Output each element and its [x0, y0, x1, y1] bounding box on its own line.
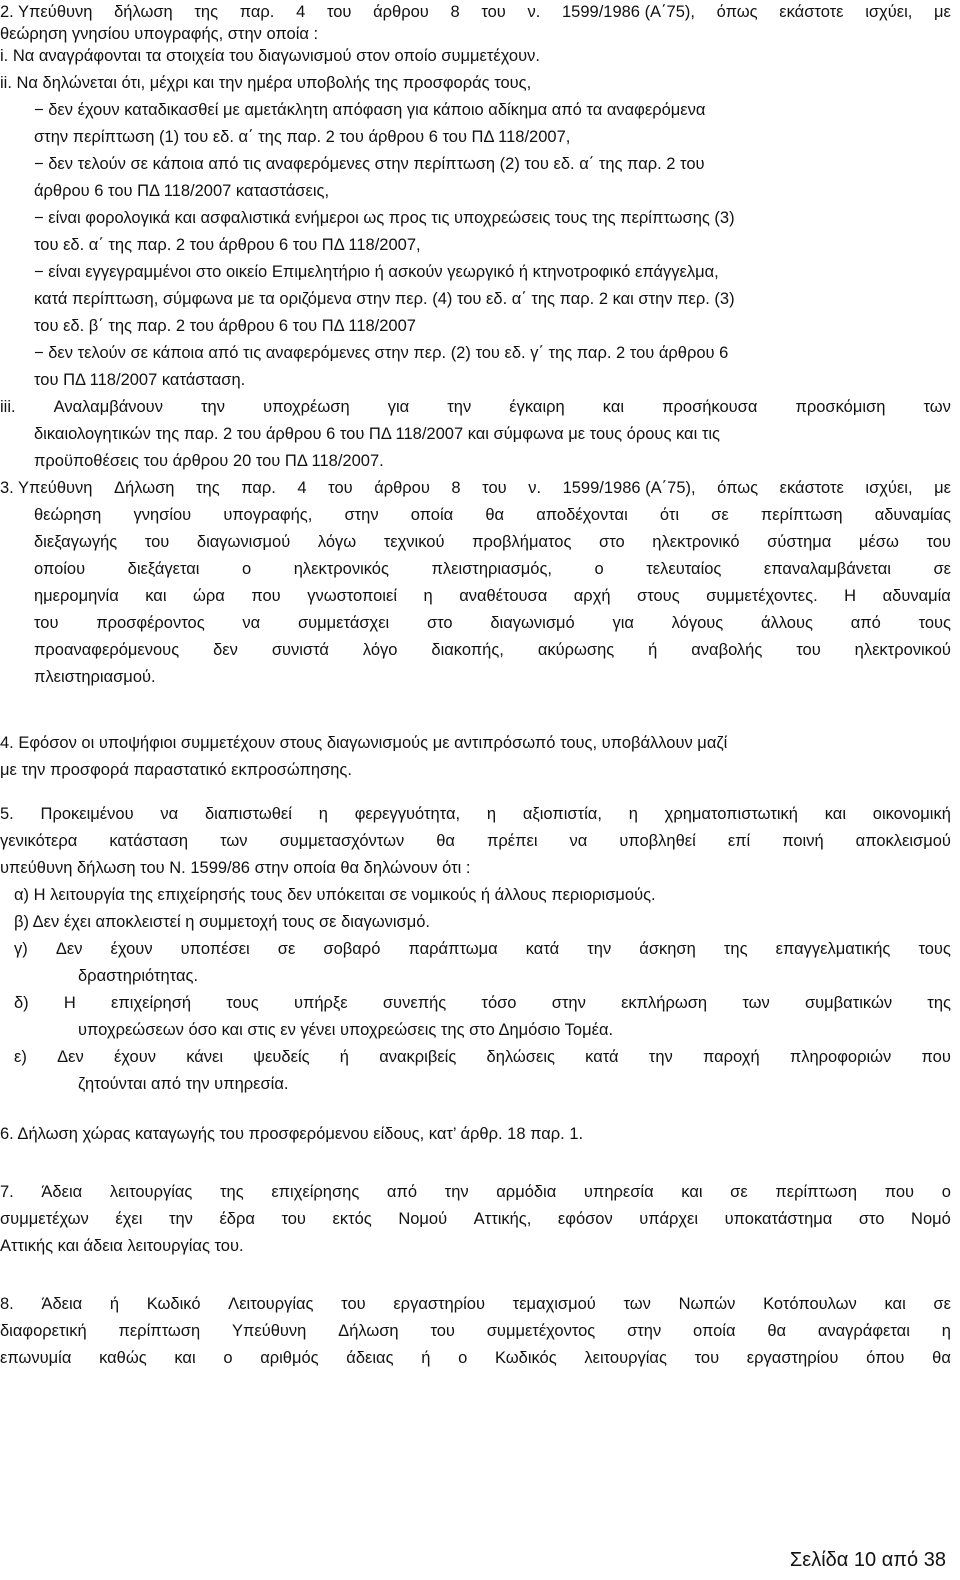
- line-word: πρέπει: [486, 832, 538, 850]
- line-word: έδρα: [219, 1210, 255, 1228]
- line-word: στην: [627, 1322, 662, 1340]
- line-word: θεώρηση: [34, 506, 102, 524]
- line-word: στην: [551, 994, 586, 1012]
- document-line: ζητούνται από την υπηρεσία.: [78, 1075, 289, 1093]
- line-word: τους: [226, 994, 259, 1012]
- line-word: επαγγελματικής: [775, 940, 891, 958]
- document-line: άρθρου 6 του ΠΔ 118/2007 καταστάσεις,: [34, 182, 330, 200]
- line-word: αδυναμίας: [874, 506, 951, 524]
- line-word: ότι: [659, 506, 680, 524]
- line-word: προβλήματος: [472, 533, 572, 551]
- line-word: αναγράφεται: [817, 1322, 910, 1340]
- line-word: σε: [933, 1295, 951, 1313]
- line-word: έχουν: [110, 940, 153, 958]
- line-word: και: [824, 805, 846, 823]
- line-word: καθώς: [99, 1349, 147, 1367]
- line-word: 2. Υπεύθυνη: [0, 3, 93, 21]
- line-word: παροχή: [702, 1048, 760, 1066]
- line-word: λειτουργίας: [109, 1183, 193, 1201]
- line-word: που: [921, 1048, 951, 1066]
- line-word: σοβαρό: [323, 940, 381, 958]
- line-word: να: [569, 832, 588, 850]
- line-word: ψευδείς: [253, 1048, 310, 1066]
- line-word: του: [694, 1349, 720, 1367]
- line-word: Άδεια: [41, 1183, 83, 1201]
- line-word: ανακριβείς: [379, 1048, 457, 1066]
- line-word: ο: [242, 560, 252, 578]
- line-word: την: [201, 398, 225, 416]
- document-line: [34, 638, 951, 662]
- line-word: 1599/1986 (Α΄75),: [561, 3, 695, 21]
- line-word: υπογραφής,: [223, 506, 313, 524]
- line-word: επωνυμία: [0, 1349, 72, 1367]
- line-word: 7.: [0, 1183, 14, 1201]
- document-line: β) Δεν έχει αποκλειστεί η συμμετοχή τους σε διαγωνισμό.: [14, 913, 430, 931]
- line-word: γνησίου: [133, 506, 192, 524]
- document-line: [0, 1346, 951, 1370]
- line-word: ώρα: [193, 587, 225, 605]
- line-word: επιχείρησης: [271, 1183, 360, 1201]
- line-word: τεμαχισμού: [512, 1295, 596, 1313]
- line-word: την: [168, 1210, 193, 1228]
- line-word: υποπέσει: [180, 940, 250, 958]
- line-word: σε: [711, 506, 729, 524]
- line-word: παράπτωμα: [408, 940, 498, 958]
- line-word: της: [220, 1183, 244, 1201]
- line-word: ή: [421, 1349, 431, 1367]
- line-word: με: [934, 479, 951, 497]
- line-word: Λειτουργίας: [228, 1295, 314, 1313]
- line-word: Νομού: [398, 1210, 448, 1228]
- line-word: των: [623, 1295, 651, 1313]
- line-word: η: [423, 587, 433, 605]
- line-word: των: [742, 994, 770, 1012]
- line-word: κατά: [585, 1048, 619, 1066]
- line-word: υποκατάστημα: [724, 1210, 833, 1228]
- line-word: την: [587, 940, 612, 958]
- line-word: 8: [451, 479, 461, 497]
- line-word: οποίου: [34, 560, 86, 578]
- line-word: οποία: [410, 506, 454, 524]
- line-word: σε: [277, 940, 296, 958]
- line-word: του: [341, 1295, 366, 1313]
- line-word: να: [242, 614, 261, 632]
- line-word: αδυναμία: [882, 587, 951, 605]
- line-word: της: [927, 994, 951, 1012]
- line-word: της: [196, 479, 220, 497]
- line-word: συμμετέχοντες.: [706, 587, 818, 605]
- document-line: [0, 829, 951, 853]
- line-word: γνωστοποιεί: [307, 587, 397, 605]
- line-word: 4: [296, 3, 306, 21]
- line-word: δεν: [213, 641, 238, 659]
- line-word: Η: [844, 587, 857, 605]
- document-line: του εδ. β΄ της παρ. 2 του άρθρου 6 του ΠΔ 118/2007: [34, 317, 416, 335]
- line-word: του: [926, 533, 951, 551]
- line-word: των: [923, 398, 951, 416]
- line-word: της: [194, 3, 219, 21]
- line-word: του: [481, 3, 506, 21]
- line-word: υποβληθεί: [619, 832, 696, 850]
- document-line: − δεν έχουν καταδικασθεί με αμετάκλητη απόφαση για κάποιο αδίκημα από τα αναφερόμενα: [34, 101, 706, 119]
- line-word: όπως: [717, 479, 759, 497]
- line-word: διαγωνισμού: [196, 533, 291, 551]
- document-line: [14, 991, 951, 1015]
- page-number-footer: Σελίδα 10 από 38: [789, 1549, 946, 1571]
- line-word: συμμετάσχει: [297, 614, 390, 632]
- line-word: Νομό: [911, 1210, 951, 1228]
- line-word: εκάστοτε: [779, 3, 844, 21]
- document-line: 4. Εφόσον οι υποψήφιοι συμμετέχουν στους διαγωνισμούς με αντιπρόσωπό τους, υποβάλλουν μαζί: [0, 734, 728, 752]
- line-word: στο: [858, 1210, 885, 1228]
- line-word: και: [174, 1349, 196, 1367]
- line-word: άλλους: [761, 614, 813, 632]
- line-word: έγκαιρη: [509, 398, 565, 416]
- document-line: [0, 476, 951, 500]
- line-word: Αττικής,: [473, 1210, 532, 1228]
- line-word: όπου: [866, 1349, 905, 1367]
- line-word: εργαστηρίου: [393, 1295, 485, 1313]
- line-word: προσήκουσα: [662, 398, 758, 416]
- line-word: ισχύει,: [865, 479, 913, 497]
- line-word: σε: [730, 1183, 748, 1201]
- line-word: να: [160, 805, 179, 823]
- line-word: παρ.: [241, 479, 276, 497]
- document-line: [0, 1180, 951, 1204]
- line-word: επιχείρησή: [111, 994, 192, 1012]
- document-line: i. Να αναγράφονται τα στοιχεία του διαγωνισμού στον οποίο συμμετέχουν.: [0, 47, 540, 65]
- line-word: ποινή: [782, 832, 824, 850]
- line-word: οικονομική: [872, 805, 951, 823]
- line-word: υποχρέωση: [263, 398, 350, 416]
- line-word: προσκόμιση: [795, 398, 886, 416]
- line-word: θα: [932, 1349, 951, 1367]
- line-word: κατά: [525, 940, 560, 958]
- line-word: και: [681, 1183, 703, 1201]
- document-line: του ΠΔ 118/2007 κατάσταση.: [34, 371, 246, 389]
- document-line: Αττικής και άδεια λειτουργίας του.: [0, 1237, 244, 1255]
- line-word: η: [486, 805, 497, 823]
- line-word: 1599/1986 (Α΄75),: [562, 479, 696, 497]
- line-word: του: [482, 479, 507, 497]
- line-word: που: [884, 1183, 915, 1201]
- line-word: iii.: [0, 398, 16, 416]
- line-word: ν.: [527, 3, 541, 21]
- line-word: ο: [223, 1349, 233, 1367]
- line-word: περίπτωση: [775, 1183, 858, 1201]
- document-line: πλειστηριασμού.: [34, 668, 156, 686]
- line-word: κατάσταση: [109, 832, 189, 850]
- document-line: [14, 937, 951, 961]
- document-line: [14, 1045, 951, 1069]
- line-word: φερεγγυότητα,: [354, 805, 461, 823]
- document-line: [0, 802, 951, 826]
- line-word: θα: [436, 832, 455, 850]
- line-word: Υπεύθυνη: [231, 1322, 307, 1340]
- line-word: η: [318, 805, 328, 823]
- line-word: ε): [14, 1048, 27, 1066]
- line-word: η: [628, 805, 638, 823]
- line-word: ο: [941, 1183, 951, 1201]
- document-line: [34, 530, 951, 554]
- line-word: του: [144, 533, 170, 551]
- line-word: άδειας: [346, 1349, 394, 1367]
- line-word: λόγο: [362, 641, 398, 659]
- line-word: τόσο: [481, 994, 517, 1012]
- line-word: κάνει: [186, 1048, 224, 1066]
- line-word: πλειστηριασμός,: [431, 560, 552, 578]
- line-word: υπηρεσία: [583, 1183, 654, 1201]
- line-word: ισχύει,: [865, 3, 913, 21]
- line-word: που: [251, 587, 281, 605]
- document-line: υπεύθυνη δήλωση του Ν. 1599/86 στην οποία θα δηλώνουν ότι :: [0, 859, 471, 877]
- line-word: αποκλεισμού: [855, 832, 951, 850]
- line-word: συμμετέχοντος: [486, 1322, 596, 1340]
- line-word: διεξαγωγής: [34, 533, 118, 551]
- line-word: ηλεκτρονικού: [854, 641, 951, 659]
- line-word: την: [444, 1183, 469, 1201]
- line-word: τους: [918, 940, 951, 958]
- document-line: [34, 584, 951, 608]
- line-word: του: [430, 1322, 455, 1340]
- line-word: ο: [594, 560, 604, 578]
- line-word: εκτός: [332, 1210, 372, 1228]
- line-word: λόγους: [671, 614, 724, 632]
- line-word: θα: [767, 1322, 787, 1340]
- line-word: υπάρχει: [639, 1210, 699, 1228]
- document-line: α) Η λειτουργία της επιχείρησής τους δεν υπόκειται σε νομικούς ή άλλους περιορισμούς.: [14, 886, 656, 904]
- line-word: Δεν: [55, 940, 83, 958]
- line-word: 4: [297, 479, 307, 497]
- line-word: του: [326, 3, 352, 21]
- document-line: [0, 1292, 951, 1316]
- line-word: άρθρου: [373, 3, 429, 21]
- line-word: δ): [14, 994, 29, 1012]
- line-word: δηλώσεις: [486, 1048, 555, 1066]
- line-word: Η: [63, 994, 76, 1012]
- line-word: επαναλαμβάνεται: [763, 560, 891, 578]
- line-word: αναβολής: [691, 641, 763, 659]
- line-word: στην: [344, 506, 379, 524]
- line-word: αρμόδια: [496, 1183, 557, 1201]
- line-word: τελευταίος: [646, 560, 722, 578]
- line-word: μέσω: [858, 533, 899, 551]
- document-line: δραστηριότητας.: [78, 967, 199, 985]
- document-line: θεώρηση γνησίου υπογραφής, στην οποία :: [0, 25, 319, 43]
- line-word: και: [884, 1295, 906, 1313]
- line-word: προσφέροντος: [96, 614, 205, 632]
- line-word: για: [387, 398, 410, 416]
- line-word: περίπτωση: [118, 1322, 201, 1340]
- line-word: ηλεκτρονικό: [652, 533, 740, 551]
- line-word: Δεν: [57, 1048, 84, 1066]
- line-word: αριθμός: [260, 1349, 319, 1367]
- line-word: σύστημα: [767, 533, 832, 551]
- document-line: κατά περίπτωση, σύμφωνα με τα οριζόμενα στην περ. (4) του εδ. α΄ της παρ. 2 και στην περ. (3): [34, 290, 735, 308]
- line-word: των: [220, 832, 248, 850]
- line-word: γ): [14, 940, 28, 958]
- document-line: προϋποθέσεις του άρθρου 20 του ΠΔ 118/2007.: [34, 452, 384, 470]
- line-word: συμμετέχων: [0, 1210, 89, 1228]
- line-word: ή: [339, 1048, 349, 1066]
- line-word: ή: [648, 641, 658, 659]
- line-word: αρχή: [573, 587, 611, 605]
- line-word: διακοπής,: [431, 641, 504, 659]
- document-line: δικαιολογητικών της παρ. 2 του άρθρου 6 του ΠΔ 118/2007 και σύμφωνα με τους όρους και τις: [34, 425, 720, 443]
- line-word: Κωδικό: [146, 1295, 201, 1313]
- document-line: − δεν τελούν σε κάποια από τις αναφερόμενες στην περ. (2) του εδ. γ΄ της παρ. 2 του άρθρου 6: [34, 344, 729, 362]
- document-line: [0, 1207, 951, 1231]
- line-word: 5.: [0, 805, 14, 823]
- line-word: υπήρξε: [293, 994, 348, 1012]
- line-word: σε: [933, 560, 951, 578]
- document-line: [34, 611, 951, 635]
- line-word: στο: [599, 533, 625, 551]
- document-line: [0, 395, 951, 419]
- line-word: ακύρωσης: [537, 641, 615, 659]
- line-word: Άδεια: [41, 1295, 83, 1313]
- line-word: έχει: [115, 1210, 143, 1228]
- line-word: την: [648, 1048, 673, 1066]
- line-word: 8: [450, 3, 460, 21]
- line-word: Νωπών: [678, 1295, 736, 1313]
- document-line: [34, 503, 951, 527]
- line-word: άσκηση: [639, 940, 696, 958]
- document-line: υποχρεώσεων όσο και στις εν γένει υποχρεώσεις της στο Δημόσιο Τομέα.: [78, 1021, 614, 1039]
- line-word: ή: [109, 1295, 120, 1313]
- document-line: − είναι φορολογικά και ασφαλιστικά ενήμεροι ως προς τις υποχρεώσεις τους της περίπτωσης (3): [34, 209, 735, 227]
- line-word: η: [941, 1322, 951, 1340]
- line-word: ο: [458, 1349, 468, 1367]
- document-line: − είναι εγγεγραμμένοι στο οικείο Επιμελητήριο ή ασκούν γεωργικό ή κτηνοτροφικό επάγγελμα,: [34, 263, 719, 281]
- line-word: στους: [637, 587, 680, 605]
- line-word: 3. Υπεύθυνη: [0, 479, 93, 497]
- line-word: διαπιστωθεί: [204, 805, 292, 823]
- line-word: Κοτόπουλων: [763, 1295, 857, 1313]
- line-word: θα: [485, 506, 505, 524]
- document-line: με την προσφορά παραστατικό εκπροσώπησης.: [0, 761, 352, 779]
- line-word: εκάστοτε: [779, 479, 844, 497]
- line-word: Προκειμένου: [40, 805, 134, 823]
- line-word: Δήλωση: [338, 1322, 399, 1340]
- line-word: συνιστά: [271, 641, 329, 659]
- line-word: στο: [426, 614, 453, 632]
- document-line: στην περίπτωση (1) του εδ. α΄ της παρ. 2 του άρθρου 6 του ΠΔ 118/2007,: [34, 128, 571, 146]
- line-word: ν.: [528, 479, 542, 497]
- line-word: από: [386, 1183, 418, 1201]
- line-word: τους: [918, 614, 951, 632]
- document-line: ii. Να δηλώνεται ότι, μέχρι και την ημέρα υποβολής της προσφοράς τους,: [0, 74, 532, 92]
- line-word: δήλωση: [114, 3, 173, 21]
- line-word: Κωδικός: [494, 1349, 557, 1367]
- line-word: από: [850, 614, 881, 632]
- line-word: οποία: [693, 1322, 736, 1340]
- line-word: διαγωνισμό: [490, 614, 575, 632]
- line-word: συμμετασχόντων: [279, 832, 405, 850]
- line-word: για: [612, 614, 634, 632]
- line-word: Δήλωση: [114, 479, 175, 497]
- line-word: αποδέχονται: [536, 506, 628, 524]
- line-word: εργαστηρίου: [746, 1349, 839, 1367]
- line-word: λειτουργίας: [584, 1349, 667, 1367]
- line-word: λόγω: [317, 533, 357, 551]
- line-word: με: [934, 3, 951, 21]
- line-word: του: [796, 641, 821, 659]
- line-word: ημερομηνία: [34, 587, 119, 605]
- document-line: [0, 1319, 951, 1343]
- line-word: και: [145, 587, 167, 605]
- line-word: την: [447, 398, 472, 416]
- line-word: της: [723, 940, 748, 958]
- line-word: επί: [727, 832, 751, 850]
- line-word: προαναφερόμενους: [34, 641, 180, 659]
- line-word: χρηματοπιστωτική: [664, 805, 798, 823]
- line-word: ηλεκτρονικός: [293, 560, 389, 578]
- line-word: άρθρου: [374, 479, 430, 497]
- line-word: εκπλήρωση: [621, 994, 708, 1012]
- line-word: τεχνικού: [383, 533, 445, 551]
- line-word: Αναλαμβάνουν: [53, 398, 163, 416]
- line-word: περίπτωση: [760, 506, 843, 524]
- line-word: όπως: [716, 3, 758, 21]
- line-word: γενικότερα: [0, 832, 78, 850]
- line-word: αναθέτουσα: [459, 587, 548, 605]
- line-word: αξιοπιστία,: [522, 805, 602, 823]
- line-word: και: [602, 398, 625, 416]
- line-word: του: [328, 479, 353, 497]
- line-word: διαφορετική: [0, 1322, 87, 1340]
- line-word: του: [281, 1210, 306, 1228]
- document-line: [0, 0, 951, 24]
- line-word: έχουν: [113, 1048, 156, 1066]
- line-word: διεξάγεται: [127, 560, 200, 578]
- line-word: παρ.: [239, 3, 275, 21]
- document-line: του εδ. α΄ της παρ. 2 του άρθρου 6 του ΠΔ 118/2007,: [34, 236, 421, 254]
- document-line: [34, 557, 951, 581]
- line-word: του: [34, 614, 59, 632]
- line-word: συμβατικών: [804, 994, 893, 1012]
- line-word: πληροφοριών: [789, 1048, 892, 1066]
- line-word: εφόσον: [557, 1210, 613, 1228]
- line-word: συνεπής: [382, 994, 447, 1012]
- document-line: − δεν τελούν σε κάποια από τις αναφερόμενες στην περίπτωση (2) του εδ. α΄ της παρ. 2 του: [34, 155, 705, 173]
- document-line: 6. Δήλωση χώρας καταγωγής του προσφερόμενου είδους, κατ’ άρθρ. 18 παρ. 1.: [0, 1125, 584, 1143]
- line-word: 8.: [0, 1295, 14, 1313]
